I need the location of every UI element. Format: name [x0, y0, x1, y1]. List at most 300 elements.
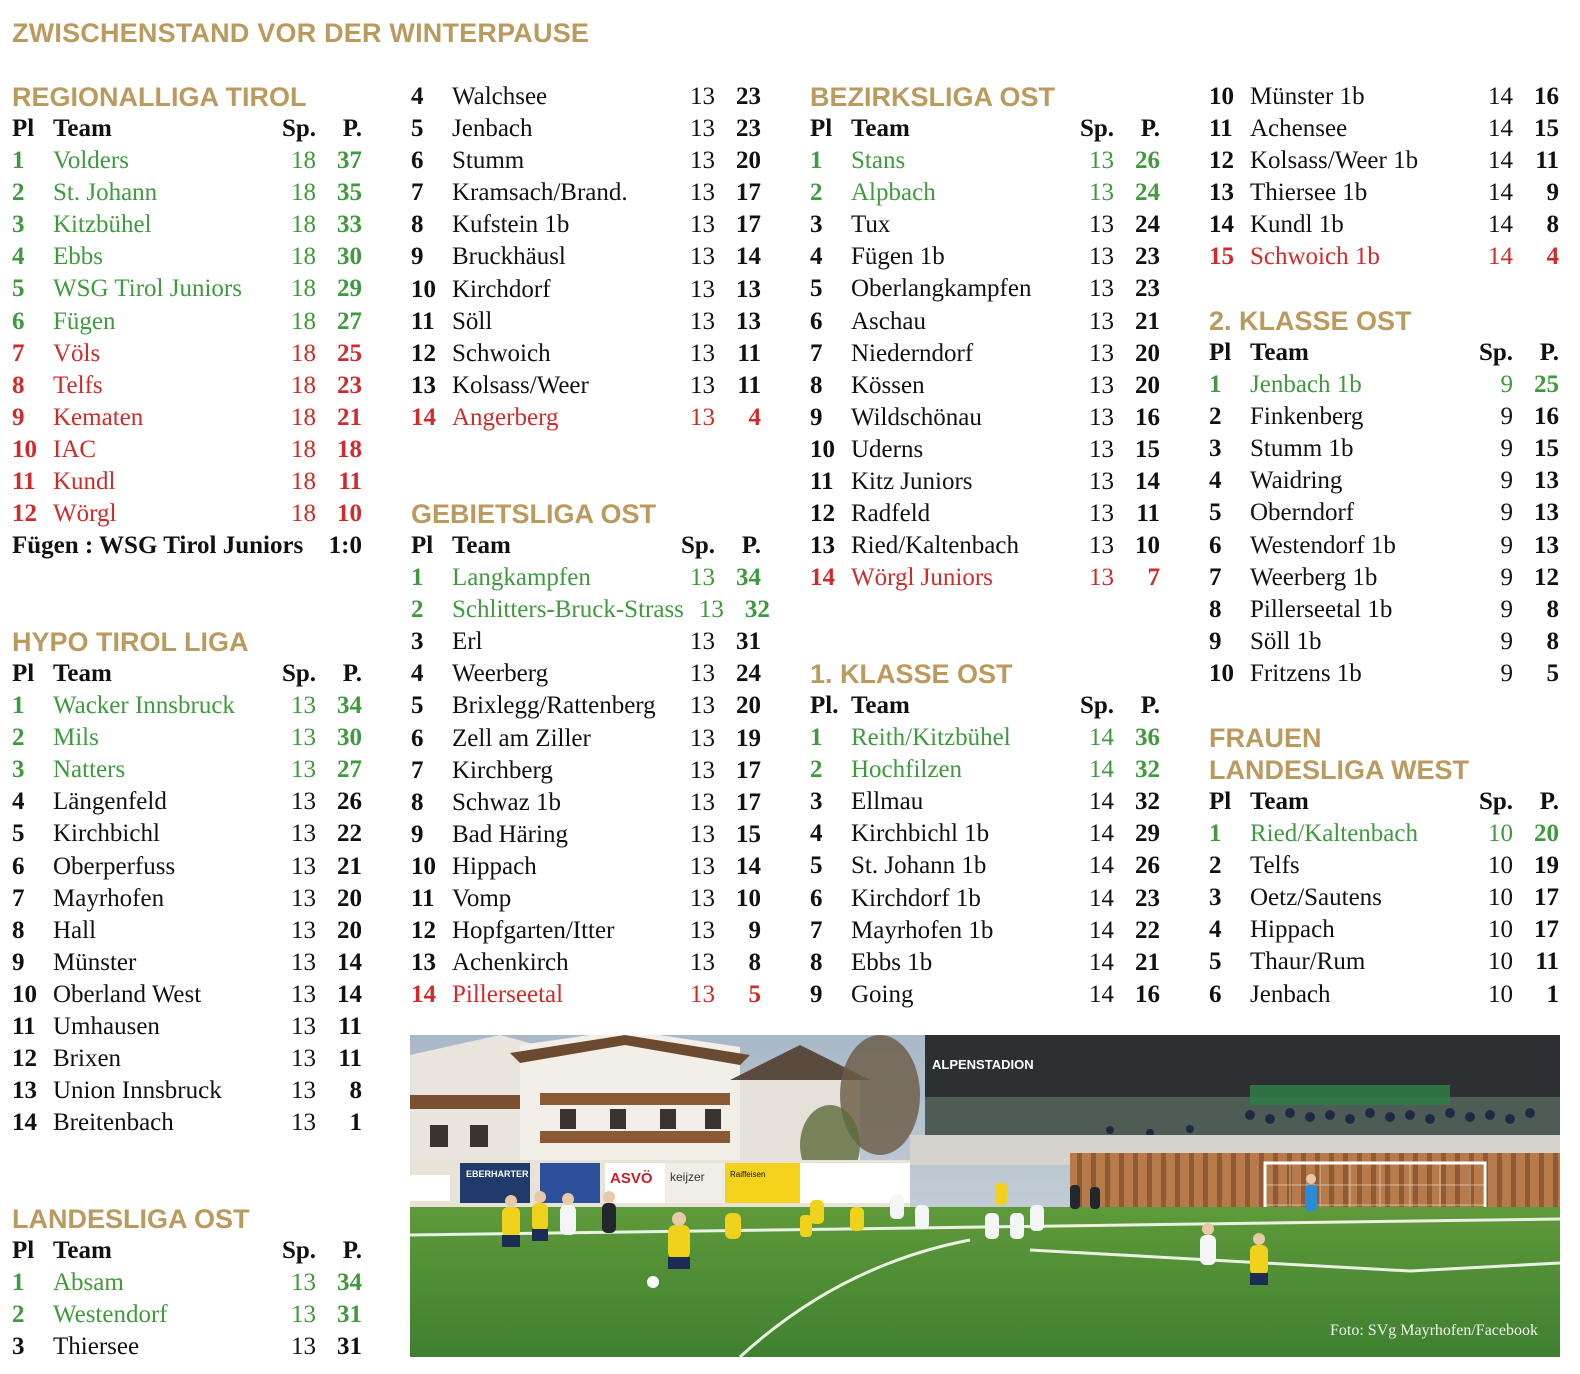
games-cell: 18 — [291, 371, 316, 399]
points-cell: 10 — [736, 885, 761, 913]
points-cell: 21 — [337, 852, 362, 880]
games-cell: 13 — [690, 115, 715, 143]
team-cell: Alpbach — [851, 179, 936, 207]
points-cell: 21 — [1135, 948, 1160, 976]
table-row — [12, 915, 362, 947]
games-cell: 13 — [291, 948, 316, 976]
table-row — [810, 979, 1160, 1011]
team-cell: Mayrhofen — [53, 884, 165, 912]
games-cell: 13 — [1089, 307, 1114, 335]
place-cell: 11 — [12, 1013, 36, 1041]
table-row — [1209, 562, 1559, 594]
points-cell: 16 — [1534, 83, 1559, 110]
games-cell: 13 — [1089, 211, 1114, 239]
points-cell: 34 — [337, 692, 362, 720]
team-cell: Fritzens 1b — [1250, 659, 1362, 687]
team-cell: Achensee — [1250, 115, 1348, 143]
team-cell: Stumm 1b — [1250, 435, 1354, 463]
place-cell: 8 — [810, 948, 823, 976]
place-cell: 5 — [411, 115, 424, 143]
result-match: Fügen : WSG Tirol Juniors — [12, 532, 304, 560]
table-row — [810, 434, 1160, 466]
stadium-sign: ALPENSTADION — [932, 1057, 1034, 1072]
ad-text-keijzer: keijzer — [670, 1170, 705, 1184]
place-cell: 1 — [810, 147, 823, 175]
team-cell: Bruckhäusl — [452, 243, 566, 271]
team-cell: Ebbs 1b — [851, 948, 933, 976]
team-cell: Söll 1b — [1250, 627, 1322, 655]
table-row — [411, 562, 761, 594]
games-cell: 18 — [291, 147, 316, 175]
place-cell: 10 — [12, 980, 37, 1008]
team-cell: Oetz/Sautens — [1250, 884, 1382, 912]
points-cell: 29 — [337, 275, 362, 303]
place-cell: 8 — [1209, 595, 1222, 623]
table-row — [810, 850, 1160, 882]
games-cell: 10 — [1488, 820, 1513, 848]
table-row — [12, 402, 362, 434]
team-cell: IAC — [53, 435, 97, 463]
points-cell: 21 — [1135, 307, 1160, 335]
games-cell: 13 — [291, 1077, 316, 1105]
place-cell: 1 — [1209, 820, 1222, 848]
header-games: Sp. — [281, 1237, 316, 1264]
header-place: Pl — [1209, 339, 1232, 366]
place-cell: 8 — [411, 211, 424, 239]
header-games: Sp. — [1478, 339, 1513, 366]
table-1-klasse-ost — [810, 658, 1160, 1011]
standings-body — [1209, 818, 1559, 1011]
table-row — [810, 306, 1160, 338]
points-cell: 8 — [1546, 627, 1559, 655]
points-cell: 34 — [337, 1269, 362, 1297]
points-cell: 17 — [736, 211, 761, 239]
place-cell: 9 — [810, 403, 823, 431]
games-cell: 14 — [1488, 147, 1513, 175]
table-row — [411, 113, 761, 145]
place-cell: 5 — [411, 692, 424, 720]
team-cell: Hippach — [1250, 916, 1335, 944]
team-cell: Kössen — [851, 371, 925, 399]
games-cell: 13 — [1089, 435, 1114, 463]
team-cell: Telfs — [1250, 852, 1300, 880]
table-row — [810, 402, 1160, 434]
table-row — [12, 851, 362, 883]
points-cell: 14 — [736, 243, 761, 271]
games-cell: 13 — [1089, 500, 1114, 528]
team-cell: Völs — [53, 339, 101, 367]
table-row — [411, 626, 761, 658]
table-row — [1209, 209, 1559, 241]
table-header — [1209, 786, 1559, 818]
table-row — [1209, 850, 1559, 882]
points-cell: 8 — [349, 1077, 362, 1105]
games-cell: 13 — [291, 692, 316, 720]
team-cell: Weerberg — [452, 660, 549, 688]
header-place: Pl — [12, 660, 35, 687]
games-cell: 14 — [1089, 948, 1114, 976]
points-cell: 15 — [1534, 435, 1559, 463]
points-cell: 16 — [1534, 403, 1559, 431]
table-row — [1209, 401, 1559, 433]
place-cell: 1 — [810, 724, 823, 752]
page-title: ZWISCHENSTAND VOR DER WINTERPAUSE — [12, 18, 590, 48]
table-row — [411, 338, 761, 370]
points-cell: 22 — [1135, 916, 1160, 944]
games-cell: 13 — [291, 1333, 316, 1361]
table-row — [1209, 433, 1559, 465]
points-cell: 12 — [1534, 563, 1559, 591]
games-cell: 13 — [291, 1045, 316, 1073]
points-cell: 13 — [1534, 467, 1559, 495]
games-cell: 9 — [1500, 403, 1513, 431]
points-cell: 8 — [1546, 595, 1559, 623]
games-cell: 13 — [291, 852, 316, 880]
points-cell: 20 — [337, 916, 362, 944]
place-cell: 9 — [411, 243, 424, 271]
table-header — [1209, 337, 1559, 369]
header-games: Sp. — [1079, 692, 1114, 719]
league-title — [1209, 722, 1559, 786]
team-cell: Hall — [53, 916, 97, 944]
table-row — [411, 787, 761, 819]
table-header — [12, 1235, 362, 1267]
games-cell: 13 — [690, 371, 715, 399]
points-cell: 31 — [736, 628, 761, 656]
place-cell: 4 — [12, 788, 25, 816]
points-cell: 21 — [337, 403, 362, 431]
points-cell: 32 — [1135, 756, 1160, 784]
team-cell: Kufstein 1b — [452, 211, 570, 239]
games-cell: 13 — [1089, 564, 1114, 592]
place-cell: 8 — [12, 916, 25, 944]
games-cell: 13 — [1089, 275, 1114, 303]
table-regionalliga-tirol — [12, 81, 362, 562]
table-row — [411, 145, 761, 177]
games-cell: 18 — [291, 243, 316, 271]
games-cell: 13 — [291, 1109, 316, 1137]
table-row — [1209, 946, 1559, 978]
games-cell: 10 — [1488, 852, 1513, 880]
table-row — [12, 1267, 362, 1299]
points-cell: 27 — [337, 756, 362, 784]
league-title: LANDESLIGA OST — [12, 1204, 250, 1234]
league-title: REGIONALLIGA TIROL — [12, 82, 307, 112]
games-cell: 9 — [1500, 595, 1513, 623]
table-row — [411, 81, 761, 113]
team-cell: Hopfgarten/Itter — [452, 917, 615, 945]
team-cell: Wildschönau — [851, 403, 982, 431]
team-cell: Kundl — [53, 468, 116, 496]
team-cell: Ebbs — [53, 243, 103, 271]
header-points: P. — [342, 660, 362, 687]
table-row — [411, 177, 761, 209]
team-cell: Brixlegg/Rattenberg — [452, 692, 656, 720]
table-row — [12, 979, 362, 1011]
ad-text-asvo: ASVÖ — [610, 1170, 653, 1187]
result-score: 1:0 — [328, 532, 362, 560]
table-row — [810, 177, 1160, 209]
games-cell: 14 — [1488, 179, 1513, 207]
header-team: Team — [1250, 339, 1309, 366]
team-cell: Oberperfuss — [53, 852, 176, 880]
points-cell: 11 — [338, 1013, 362, 1041]
table-row — [1209, 497, 1559, 529]
points-cell: 8 — [1546, 211, 1559, 239]
team-cell: Umhausen — [53, 1013, 160, 1041]
games-cell: 14 — [1089, 788, 1114, 816]
team-cell: Mayrhofen 1b — [851, 916, 994, 944]
place-cell: 9 — [411, 820, 424, 848]
points-cell: 1 — [349, 1109, 362, 1137]
place-cell: 2 — [810, 179, 823, 207]
header-points: P. — [1539, 339, 1559, 366]
games-cell: 13 — [690, 83, 715, 110]
team-cell: Niederndorf — [851, 339, 974, 367]
points-cell: 26 — [1135, 147, 1160, 175]
table-gebietsliga-ost — [411, 498, 770, 1011]
header-team: Team — [452, 532, 511, 559]
place-cell: 5 — [12, 820, 25, 848]
team-cell: Achenkirch — [452, 949, 569, 977]
place-cell: 3 — [12, 211, 25, 239]
points-cell: 27 — [337, 307, 362, 335]
standings-body — [12, 145, 362, 530]
table-row — [1209, 145, 1559, 177]
table-row — [12, 1011, 362, 1043]
points-cell: 24 — [1135, 211, 1160, 239]
team-cell: Münster — [53, 948, 137, 976]
games-cell: 14 — [1488, 83, 1513, 110]
points-cell: 24 — [736, 660, 761, 688]
place-cell: 4 — [12, 243, 25, 271]
team-cell: Wacker Innsbruck — [53, 692, 235, 720]
points-cell: 17 — [736, 756, 761, 784]
standings-body — [1209, 81, 1559, 274]
place-cell: 13 — [1209, 179, 1234, 207]
points-cell: 25 — [337, 339, 362, 367]
place-cell: 10 — [12, 435, 37, 463]
team-cell: Kramsach/Brand. — [452, 179, 628, 207]
team-cell: Westendorf — [53, 1301, 168, 1329]
place-cell: 3 — [810, 211, 823, 239]
team-cell: Oberland West — [53, 980, 202, 1008]
points-cell: 4 — [748, 403, 761, 431]
team-cell: Kirchdorf — [452, 275, 551, 303]
games-cell: 10 — [1488, 884, 1513, 912]
points-cell: 15 — [1135, 435, 1160, 463]
league-title: GEBIETSLIGA OST — [411, 499, 657, 529]
games-cell: 13 — [690, 820, 715, 848]
place-cell: 7 — [810, 916, 823, 944]
table-row — [1209, 626, 1559, 658]
games-cell: 9 — [1500, 467, 1513, 495]
table-1-klasse-ost-continued — [1209, 81, 1559, 274]
team-cell: Kirchbichl 1b — [851, 820, 990, 848]
place-cell: 6 — [810, 307, 823, 335]
header-team: Team — [53, 1237, 112, 1264]
league-title-line1: FRAUEN — [1209, 723, 1322, 753]
standings-body — [12, 1267, 362, 1363]
games-cell: 18 — [291, 211, 316, 239]
team-cell: Bad Häring — [452, 820, 568, 848]
team-cell: Schwoich — [452, 339, 551, 367]
team-cell: Hochfilzen — [851, 756, 963, 784]
place-cell: 9 — [12, 948, 25, 976]
games-cell: 13 — [1089, 468, 1114, 496]
games-cell: 10 — [1488, 948, 1513, 976]
place-cell: 13 — [810, 532, 835, 560]
place-cell: 3 — [12, 756, 25, 784]
team-cell: Längenfeld — [53, 788, 167, 816]
team-cell: Thiersee 1b — [1250, 179, 1368, 207]
team-cell: Ried/Kaltenbach — [851, 532, 1019, 560]
points-cell: 17 — [736, 788, 761, 816]
games-cell: 13 — [698, 596, 724, 624]
games-cell: 13 — [291, 820, 316, 848]
games-cell: 13 — [690, 981, 715, 1009]
points-cell: 11 — [737, 371, 761, 399]
games-cell: 14 — [1089, 820, 1114, 848]
games-cell: 13 — [1089, 147, 1114, 175]
table-row — [12, 145, 362, 177]
header-place: Pl — [12, 115, 35, 142]
place-cell: 10 — [411, 275, 436, 303]
table-row — [12, 883, 362, 915]
table-row — [411, 947, 761, 979]
team-cell: Natters — [53, 756, 126, 784]
team-cell: Kolsass/Weer — [452, 371, 589, 399]
games-cell: 18 — [291, 339, 316, 367]
points-cell: 8 — [748, 949, 761, 977]
place-cell: 2 — [12, 179, 25, 207]
table-row — [12, 241, 362, 273]
place-cell: 12 — [12, 1045, 37, 1073]
header-games: Sp. — [1079, 115, 1114, 142]
table-row — [12, 722, 362, 754]
points-cell: 11 — [1136, 500, 1160, 528]
stadium-scene — [410, 1035, 1560, 1357]
points-cell: 23 — [337, 371, 362, 399]
standings-body — [810, 145, 1160, 594]
place-cell: 13 — [411, 949, 436, 977]
team-cell: Weerberg 1b — [1250, 563, 1378, 591]
table-row — [411, 241, 761, 273]
table-row — [12, 1331, 362, 1363]
table-header — [810, 113, 1160, 145]
games-cell: 13 — [1089, 532, 1114, 560]
table-row — [1209, 530, 1559, 562]
place-cell: 6 — [12, 307, 25, 335]
table-row — [411, 755, 761, 787]
place-cell: 14 — [12, 1109, 37, 1137]
points-cell: 7 — [1147, 564, 1160, 592]
header-place: Pl — [411, 532, 434, 559]
games-cell: 13 — [1089, 371, 1114, 399]
photo-credit: Foto: SVg Mayrhofen/Facebook — [1330, 1322, 1538, 1339]
header-points: P. — [1140, 692, 1160, 719]
points-cell: 22 — [337, 820, 362, 848]
points-cell: 9 — [1546, 179, 1559, 207]
table-row — [1209, 658, 1559, 690]
header-games: Sp. — [281, 115, 316, 142]
games-cell: 13 — [291, 916, 316, 944]
place-cell: 11 — [411, 307, 435, 335]
games-cell: 13 — [690, 307, 715, 335]
header-team: Team — [851, 692, 910, 719]
table-row — [810, 338, 1160, 370]
match-result — [12, 530, 362, 562]
header-place: Pl — [1209, 788, 1232, 815]
table-row — [411, 851, 761, 883]
table-row — [12, 434, 362, 466]
points-cell: 10 — [337, 500, 362, 528]
header-points: P. — [1140, 115, 1160, 142]
points-cell: 4 — [1546, 243, 1559, 271]
place-cell: 11 — [810, 468, 834, 496]
points-cell: 31 — [337, 1301, 362, 1329]
table-header — [12, 658, 362, 690]
place-cell: 1 — [12, 692, 25, 720]
team-cell: Ellmau — [851, 788, 924, 816]
team-cell: Radfeld — [851, 500, 931, 528]
header-games: Sp. — [1478, 788, 1513, 815]
games-cell: 18 — [291, 403, 316, 431]
table-frauen-landesliga-west — [1209, 722, 1559, 1011]
team-cell: Ried/Kaltenbach — [1250, 820, 1418, 848]
team-cell: Kundl 1b — [1250, 211, 1344, 239]
points-cell: 10 — [1135, 532, 1160, 560]
table-row — [1209, 113, 1559, 145]
points-cell: 11 — [338, 1045, 362, 1073]
team-cell: Kirchberg — [452, 756, 553, 784]
header-team: Team — [53, 115, 112, 142]
team-cell: Pillerseetal 1b — [1250, 595, 1393, 623]
place-cell: 5 — [12, 275, 25, 303]
place-cell: 4 — [411, 660, 424, 688]
table-row — [1209, 465, 1559, 497]
header-games: Sp. — [680, 532, 715, 559]
points-cell: 20 — [1534, 820, 1559, 848]
standings-body — [411, 562, 770, 1011]
games-cell: 13 — [291, 1269, 316, 1297]
table-row — [411, 723, 761, 755]
games-cell: 13 — [690, 211, 715, 239]
place-cell: 3 — [411, 628, 424, 656]
games-cell: 13 — [690, 692, 715, 720]
games-cell: 18 — [291, 307, 316, 335]
table-row — [411, 979, 761, 1011]
table-row — [12, 177, 362, 209]
games-cell: 13 — [690, 147, 715, 175]
games-cell: 18 — [291, 500, 316, 528]
team-cell: Volders — [53, 147, 129, 175]
team-cell: Vomp — [452, 885, 512, 913]
points-cell: 13 — [1534, 531, 1559, 559]
place-cell: 5 — [1209, 499, 1222, 527]
games-cell: 14 — [1488, 115, 1513, 143]
team-cell: Reith/Kitzbühel — [851, 724, 1011, 752]
team-cell: Fügen — [53, 307, 116, 335]
games-cell: 9 — [1500, 435, 1513, 463]
place-cell: 3 — [12, 1333, 25, 1361]
header-games: Sp. — [281, 660, 316, 687]
games-cell: 18 — [291, 275, 316, 303]
table-row — [810, 947, 1160, 979]
team-cell: Tux — [851, 211, 891, 239]
place-cell: 7 — [12, 339, 25, 367]
place-cell: 5 — [810, 852, 823, 880]
